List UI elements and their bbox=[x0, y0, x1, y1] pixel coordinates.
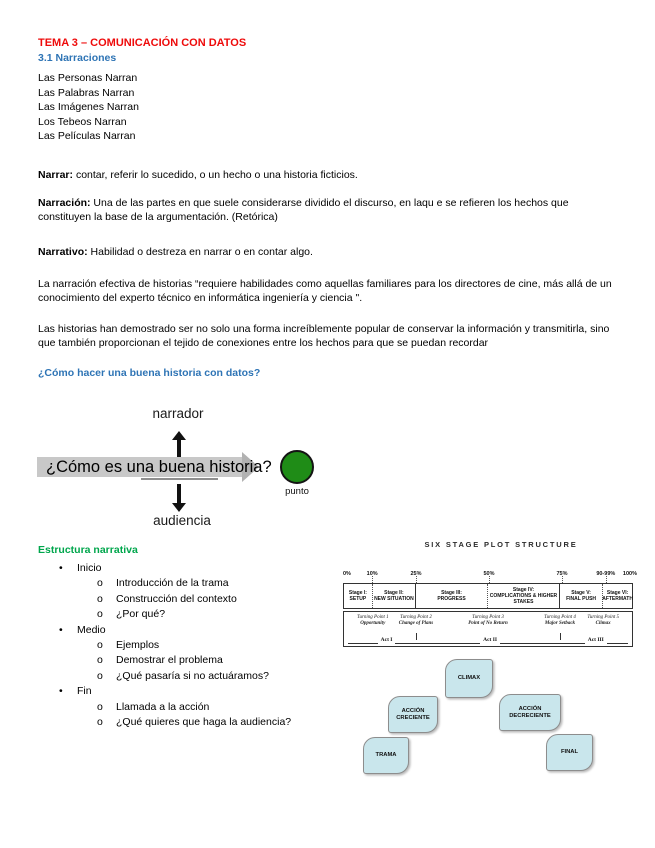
list-subitem-label: Llamada a la acción bbox=[116, 700, 210, 713]
circle-bullet-icon: o bbox=[97, 608, 103, 621]
audiencia-label: audiencia bbox=[153, 513, 211, 528]
turning-point: Turning Point 2 Change of Plans bbox=[398, 615, 434, 626]
card-trama: TRAMA bbox=[363, 737, 409, 774]
definition-text: Una de las partes en que suele considerarse dividido el discurso, en laqu e se refieren los hechos que constituyen la base de la argumentación. (Retórica) bbox=[38, 196, 569, 223]
definition-text: contar, referir lo sucedido, o un hecho o una historia ficticios. bbox=[73, 168, 358, 181]
arrow-down-icon bbox=[172, 503, 186, 512]
percent-label: 75% bbox=[556, 571, 568, 577]
narrador-label: narrador bbox=[152, 406, 204, 421]
list-subitem-label: Ejemplos bbox=[116, 639, 160, 652]
list-subitem-label: Demostrar el problema bbox=[116, 654, 223, 667]
list-subitem bbox=[38, 700, 328, 715]
list-subitem-label: ¿Qué pasaría si no actuáramos? bbox=[116, 669, 269, 682]
list-item-label: Medio bbox=[77, 623, 106, 636]
list-item-label: Inicio bbox=[77, 562, 102, 574]
page-title: TEMA 3 – COMUNICACIÓN CON DATOS bbox=[38, 37, 247, 49]
paragraph-stories: Las historias han demostrado ser no solo una forma increíblemente popular de conservar la información y transmitirla, sino que también proporcionan el tejido de conexiones entre los hechos para que se puedan recordar bbox=[38, 322, 610, 349]
list-subitem-label: ¿Qué quieres que haga la audiencia? bbox=[116, 716, 292, 729]
six-stage-title: SIX STAGE PLOT STRUCTURE bbox=[424, 540, 578, 549]
definition-narracion bbox=[38, 196, 618, 224]
definition-term: Narrar: bbox=[38, 168, 74, 181]
percent-label: 0% bbox=[343, 571, 351, 577]
card-accion-creciente: ACCIÓN CRECIENTE bbox=[388, 696, 438, 733]
paragraph-effective-narration: La narración efectiva de historias “requiere habilidades como aquellas familiares para los directores de cine, más allá de un conocimiento del experto técnico en informática ingeniería y ciencia ". bbox=[38, 277, 612, 304]
structure-heading: Estructura narrativa bbox=[38, 544, 138, 556]
list-subitem-label: ¿Por qué? bbox=[116, 608, 166, 621]
text-column bbox=[38, 36, 618, 380]
definition-term: Narración: bbox=[38, 196, 91, 209]
stage-cell: Stage III: PROGRESS bbox=[416, 584, 488, 608]
card-climax: CLIMAX bbox=[445, 659, 493, 698]
arrow-up-stem bbox=[177, 439, 181, 457]
percent-label: 50% bbox=[483, 571, 495, 577]
arrow-down-stem bbox=[177, 484, 181, 503]
act-row bbox=[348, 635, 628, 644]
circle-bullet-icon: o bbox=[97, 654, 103, 667]
circle-bullet-icon: o bbox=[97, 669, 103, 682]
percent-label: 10% bbox=[366, 571, 378, 577]
card-final: FINAL bbox=[546, 734, 593, 771]
narration-line: Los Tebeos Narran bbox=[38, 115, 127, 128]
act-label: Act II bbox=[483, 637, 498, 643]
question-heading: ¿Cómo hacer una buena historia con datos? bbox=[38, 366, 261, 379]
arrow-underline bbox=[141, 478, 218, 480]
list-item-inicio bbox=[38, 561, 328, 576]
definition-text: Habilidad o destreza en narrar o en contar algo. bbox=[87, 245, 313, 258]
narration-lines bbox=[38, 71, 618, 144]
stage-cell: Stage IV: COMPLICATIONS & HIGHER STAKES bbox=[488, 584, 560, 608]
circle-bullet-icon: o bbox=[97, 592, 103, 605]
definition-term: Narrativo: bbox=[38, 245, 88, 258]
act-label: Act I bbox=[380, 637, 393, 643]
turning-point: Turning Point 4 Major Setback bbox=[544, 615, 576, 626]
percent-label: 25% bbox=[410, 571, 422, 577]
stage-cell: Stage I: SETUP bbox=[344, 584, 373, 608]
list-subitem-label: Construcción del contexto bbox=[116, 592, 237, 605]
list-subitem bbox=[38, 592, 328, 607]
definition-narrar bbox=[38, 168, 618, 182]
list-subitem bbox=[38, 638, 328, 653]
six-stage-diagram bbox=[343, 540, 635, 650]
list-subitem-label: Introducción de la trama bbox=[116, 577, 229, 590]
circle-bullet-icon: o bbox=[97, 716, 103, 729]
percent-label: 100% bbox=[622, 571, 637, 577]
narration-line: Las Películas Narran bbox=[38, 130, 136, 143]
definition-narrativo bbox=[38, 245, 618, 259]
circle-bullet-icon: o bbox=[97, 700, 103, 713]
stage-cell: Stage V: FINAL PUSH bbox=[560, 584, 603, 608]
list-subitem bbox=[38, 576, 328, 591]
act-label: Act III bbox=[587, 637, 604, 643]
section-heading: 3.1 Narraciones bbox=[38, 52, 117, 64]
percent-label: 90-99% bbox=[596, 571, 616, 577]
stage-cell: Stage VI: AFTERMATH bbox=[602, 590, 633, 602]
list-subitem bbox=[38, 653, 328, 668]
list-subitem bbox=[38, 607, 328, 622]
narration-line: Las Palabras Narran bbox=[38, 86, 135, 99]
narration-line: Las Imágenes Narran bbox=[38, 101, 139, 114]
narration-line: Las Personas Narran bbox=[38, 72, 138, 84]
bullet-icon: • bbox=[59, 685, 63, 698]
list-subitem bbox=[38, 669, 328, 684]
turning-point: Turning Point 5 Climax bbox=[587, 615, 620, 626]
stage-cell: Stage II: NEW SITUATION bbox=[373, 584, 416, 608]
list-subitem bbox=[38, 715, 328, 730]
turning-point: Turning Point 3 Point of No Return bbox=[468, 615, 508, 626]
list-item-medio bbox=[38, 623, 328, 638]
card-accion-decreciente: ACCIÓN DECRECIENTE bbox=[499, 694, 561, 731]
punto-circle bbox=[280, 450, 314, 484]
bullet-icon: • bbox=[59, 623, 63, 636]
list-item-fin bbox=[38, 684, 328, 699]
circle-bullet-icon: o bbox=[97, 639, 103, 652]
question-arrow-text: ¿Cómo es una buena historia? bbox=[46, 458, 272, 476]
stage-band bbox=[343, 583, 633, 609]
bullet-icon: • bbox=[59, 562, 63, 574]
narrative-structure-section bbox=[38, 543, 328, 730]
circle-bullet-icon: o bbox=[97, 577, 103, 590]
list-item-label: Fin bbox=[77, 685, 92, 698]
turning-points-box bbox=[343, 611, 633, 647]
turning-point: Turning Point 1 Opportunity bbox=[356, 615, 389, 626]
punto-label: punto bbox=[285, 486, 309, 497]
